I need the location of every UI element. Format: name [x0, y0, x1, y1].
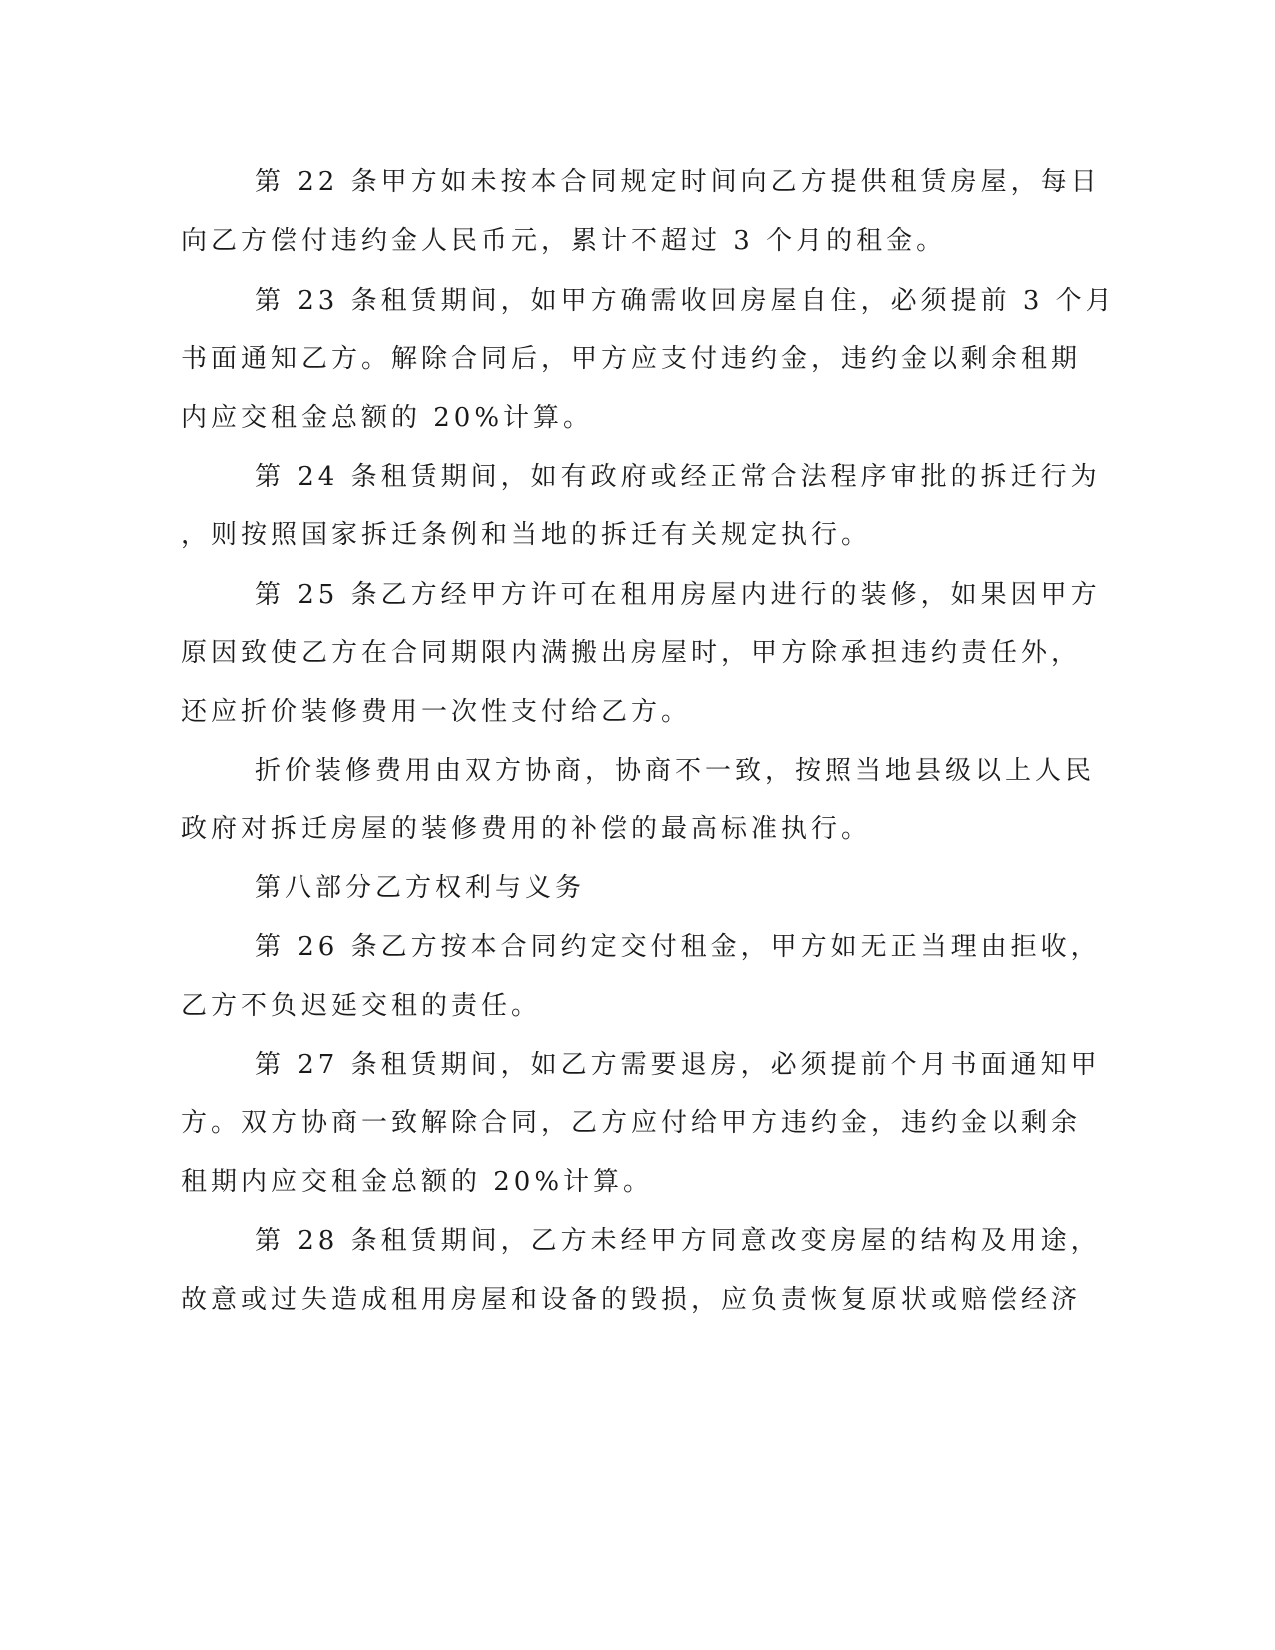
- text-line: 政府对拆迁房屋的装修费用的补偿的最高标准执行。: [181, 814, 872, 844]
- text-line: 原因致使乙方在合同期限内满搬出房屋时，甲方除承担违约责任外，: [181, 638, 1082, 668]
- text-line: 向乙方偿付违约金人民币元，累计不超过 3 个月的租金。: [181, 226, 947, 256]
- text-line: 第 23 条租赁期间，如甲方确需收回房屋自住，必须提前 3 个月: [255, 286, 1116, 316]
- text-line: 第 24 条租赁期间，如有政府或经正常合法程序审批的拆迁行为: [255, 462, 1101, 492]
- text-line: 折价装修费用由双方协商，协商不一致，按照当地县级以上人民: [255, 756, 1096, 786]
- text-line: 第 25 条乙方经甲方许可在租用房屋内进行的装修，如果因甲方: [255, 580, 1101, 610]
- text-line: 方。双方协商一致解除合同，乙方应付给甲方违约金，违约金以剩余: [181, 1108, 1082, 1138]
- text-line: 第 26 条乙方按本合同约定交付租金，甲方如无正当理由拒收，: [255, 932, 1101, 962]
- text-line: 第 28 条租赁期间，乙方未经甲方同意改变房屋的结构及用途，: [255, 1226, 1101, 1256]
- text-line: 故意或过失造成租用房屋和设备的毁损，应负责恢复原状或赔偿经济: [181, 1285, 1082, 1315]
- text-line: 还应折价装修费用一次性支付给乙方。: [181, 697, 692, 727]
- text-line: 第 22 条甲方如未按本合同规定时间向乙方提供租赁房屋，每日: [255, 167, 1101, 197]
- section-heading: 第八部分乙方权利与义务: [255, 873, 586, 903]
- text-line: 书面通知乙方。解除合同后，甲方应支付违约金，违约金以剩余租期: [181, 344, 1082, 374]
- text-line: 第 27 条租赁期间，如乙方需要退房，必须提前个月书面通知甲: [255, 1050, 1101, 1080]
- text-line: 乙方不负迟延交租的责任。: [181, 991, 542, 1021]
- text-line: ，则按照国家拆迁条例和当地的拆迁有关规定执行。: [181, 520, 872, 550]
- text-line: 租期内应交租金总额的 20%计算。: [181, 1167, 654, 1197]
- text-line: 内应交租金总额的 20%计算。: [181, 403, 594, 433]
